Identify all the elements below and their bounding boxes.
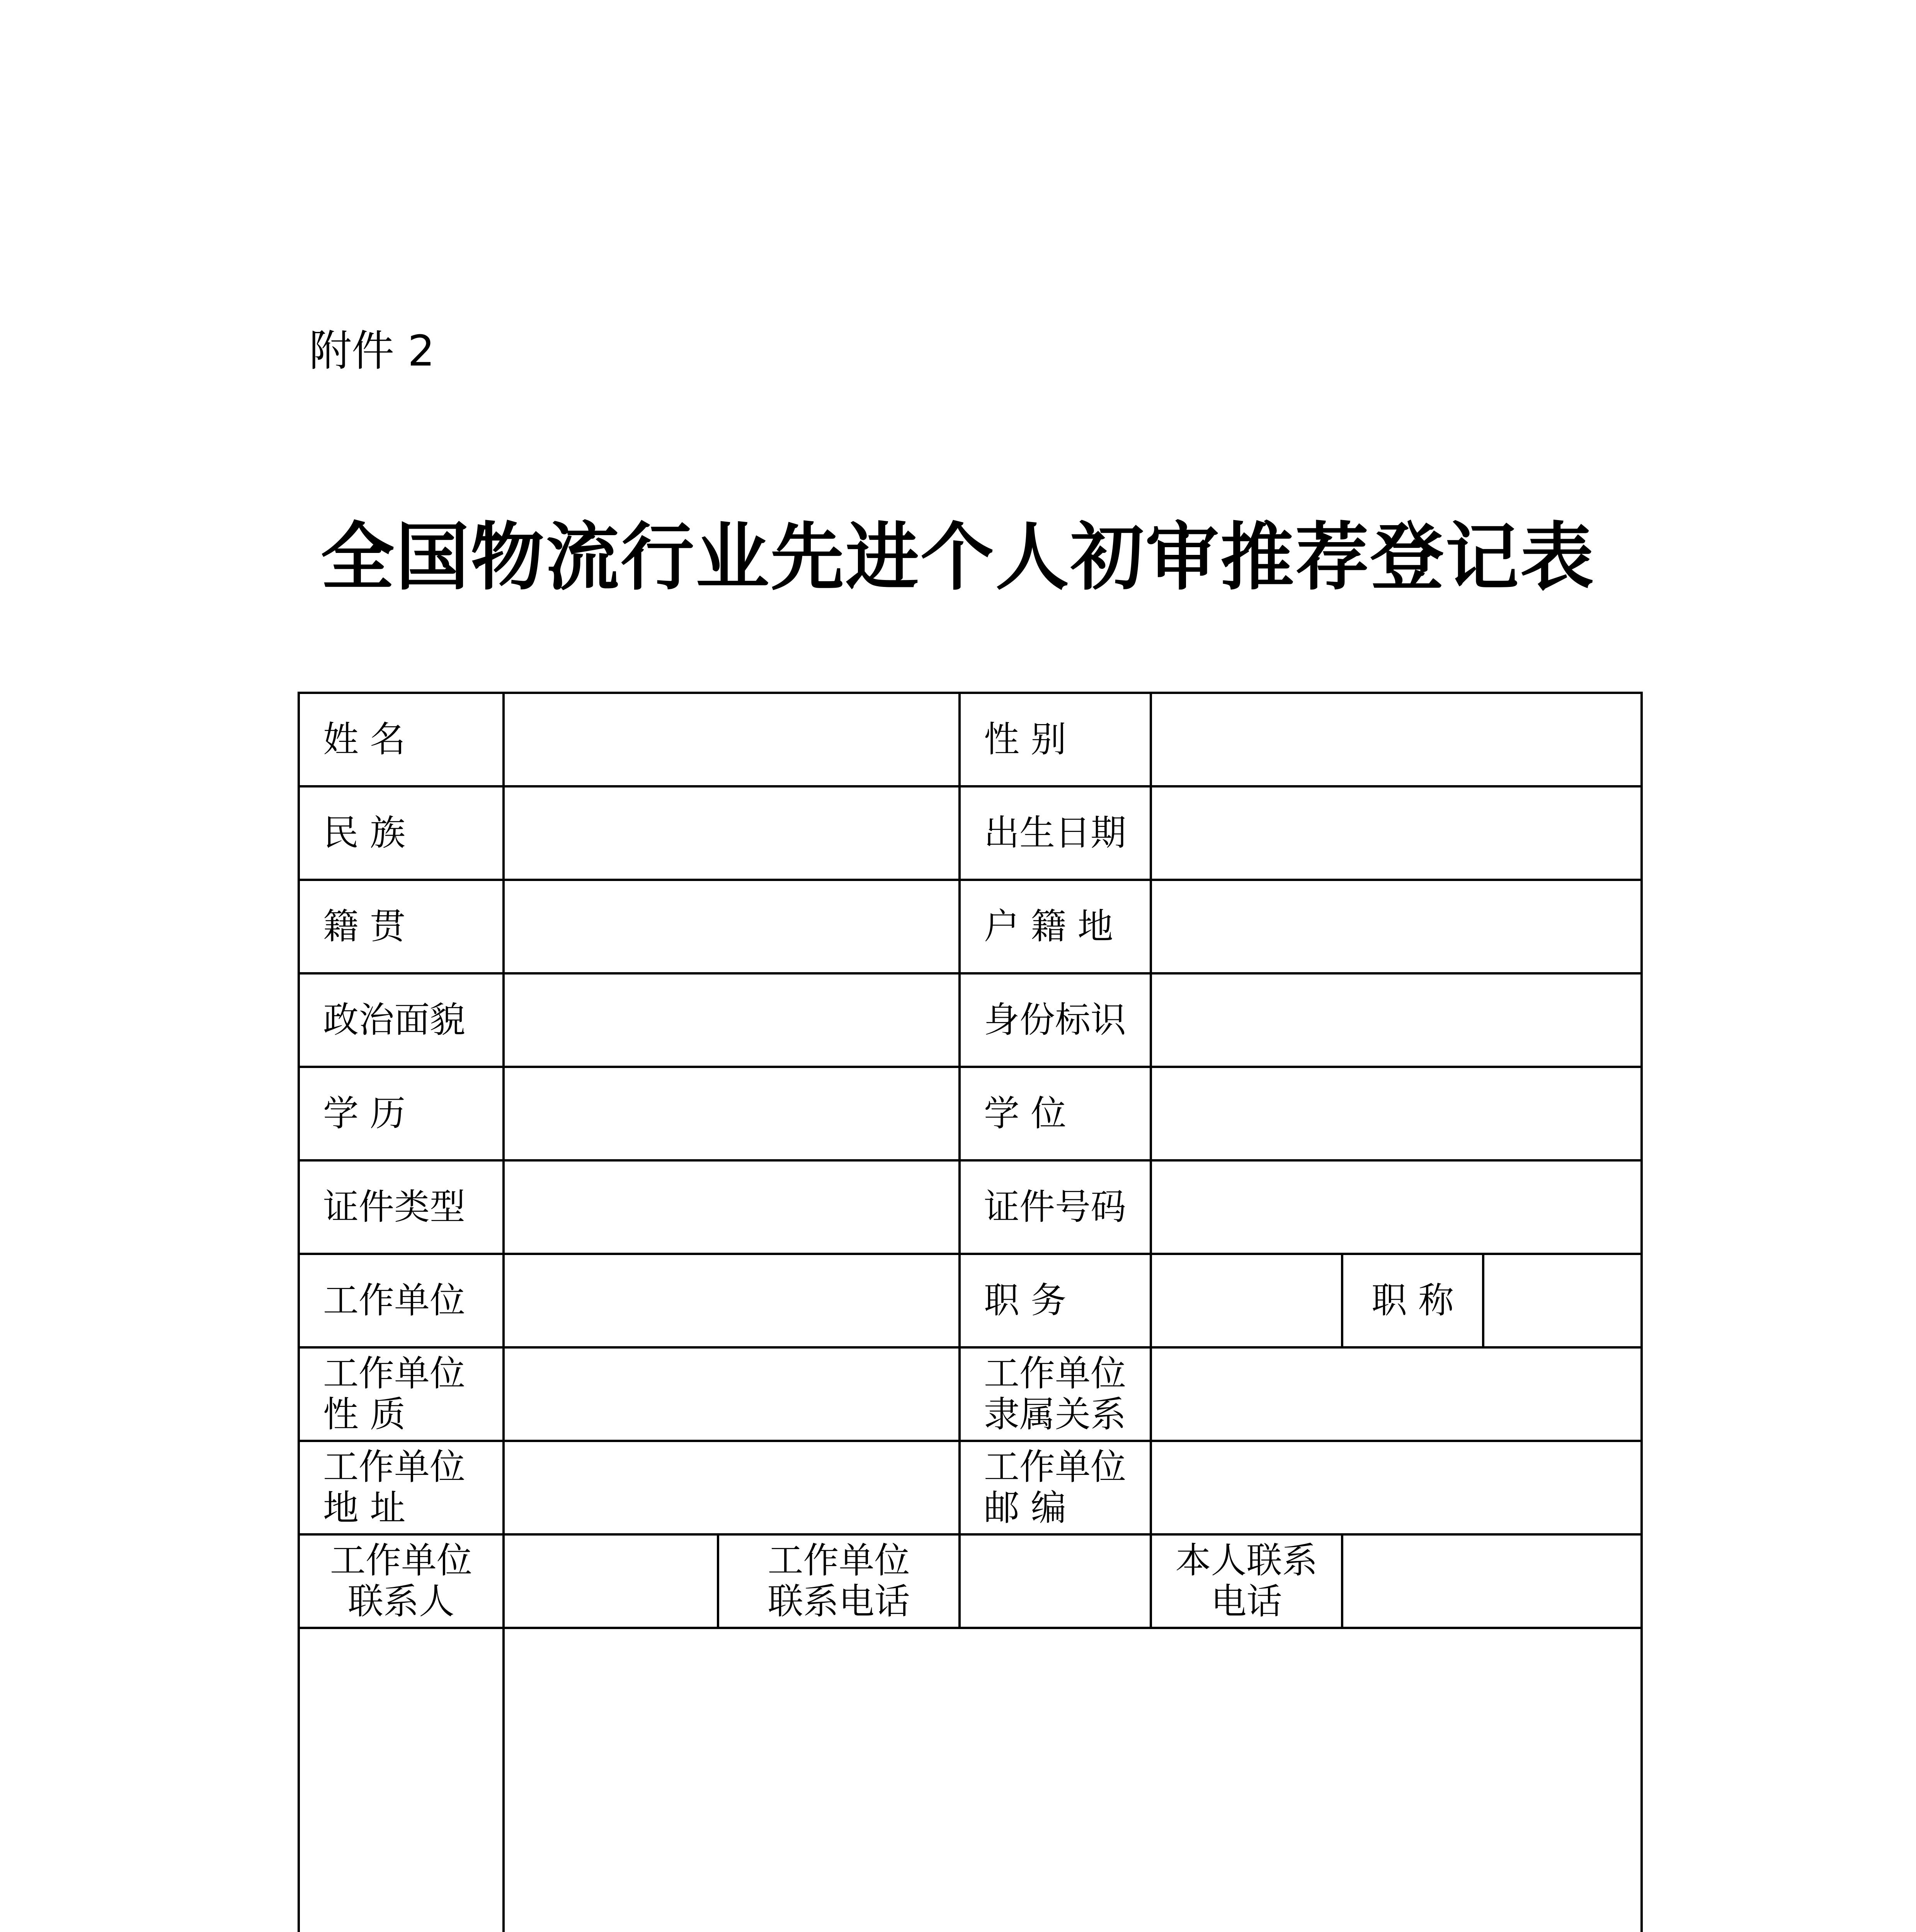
row-employer bbox=[299, 1254, 1642, 1347]
registration-form-table bbox=[298, 692, 1643, 1932]
name-field[interactable] bbox=[504, 693, 960, 786]
id-number-field[interactable] bbox=[1151, 1160, 1642, 1254]
row-education bbox=[299, 1067, 1642, 1160]
birthdate-label: 出生日期 bbox=[960, 786, 1151, 880]
education-field[interactable] bbox=[504, 1067, 960, 1160]
row-name bbox=[299, 693, 1642, 786]
title-field[interactable] bbox=[1483, 1254, 1642, 1347]
row-political-status bbox=[299, 973, 1642, 1067]
resume-label bbox=[299, 1628, 504, 1932]
political-status-label: 政治面貌 bbox=[299, 973, 504, 1067]
birthdate-field[interactable] bbox=[1151, 786, 1642, 880]
employer-nature-label: 工作单位 性 质 bbox=[299, 1347, 504, 1441]
native-place-field[interactable] bbox=[504, 880, 960, 973]
row-native-place bbox=[299, 880, 1642, 973]
row-resume bbox=[299, 1628, 1642, 1932]
title-label: 职 称 bbox=[1342, 1254, 1483, 1347]
document-title: 全国物流行业先进个人初审推荐登记表 bbox=[320, 515, 1595, 600]
native-place-label: 籍 贯 bbox=[299, 880, 504, 973]
name-label: 姓 名 bbox=[299, 693, 504, 786]
employer-address-field[interactable] bbox=[504, 1441, 960, 1534]
row-id-type bbox=[299, 1160, 1642, 1254]
political-status-field[interactable] bbox=[504, 973, 960, 1067]
position-label: 职 务 bbox=[960, 1254, 1151, 1347]
employer-address-label: 工作单位 地 址 bbox=[299, 1441, 504, 1534]
education-label: 学 历 bbox=[299, 1067, 504, 1160]
position-field[interactable] bbox=[1151, 1254, 1342, 1347]
identity-field[interactable] bbox=[1151, 973, 1642, 1067]
employer-field[interactable] bbox=[504, 1254, 960, 1347]
ethnicity-label: 民 族 bbox=[299, 786, 504, 880]
ethnicity-field[interactable] bbox=[504, 786, 960, 880]
id-type-field[interactable] bbox=[504, 1160, 960, 1254]
employer-label: 工作单位 bbox=[299, 1254, 504, 1347]
personal-phone-label: 本人联系 电话 bbox=[1151, 1534, 1342, 1628]
household-label: 户 籍 地 bbox=[960, 880, 1151, 973]
attachment-label: 附件 2 bbox=[309, 326, 435, 376]
identity-label: 身份标识 bbox=[960, 973, 1151, 1067]
resume-field[interactable] bbox=[504, 1628, 1642, 1932]
household-field[interactable] bbox=[1151, 880, 1642, 973]
row-employer-nature bbox=[299, 1347, 1642, 1441]
id-number-label: 证件号码 bbox=[960, 1160, 1151, 1254]
row-employer-address bbox=[299, 1441, 1642, 1534]
employer-phone-label: 工作单位 联系电话 bbox=[718, 1534, 960, 1628]
employer-postcode-label: 工作单位 邮 编 bbox=[960, 1441, 1151, 1534]
employer-phone-field[interactable] bbox=[960, 1534, 1151, 1628]
personal-phone-field[interactable] bbox=[1342, 1534, 1642, 1628]
employer-contact-field[interactable] bbox=[504, 1534, 718, 1628]
employer-nature-field[interactable] bbox=[504, 1347, 960, 1441]
employer-affiliation-field[interactable] bbox=[1151, 1347, 1642, 1441]
id-type-label: 证件类型 bbox=[299, 1160, 504, 1254]
gender-label: 性 别 bbox=[960, 693, 1151, 786]
employer-contact-label: 工作单位 联系人 bbox=[299, 1534, 504, 1628]
degree-label: 学 位 bbox=[960, 1067, 1151, 1160]
employer-postcode-field[interactable] bbox=[1151, 1441, 1642, 1534]
row-ethnicity bbox=[299, 786, 1642, 880]
gender-field[interactable] bbox=[1151, 693, 1642, 786]
employer-affiliation-label: 工作单位 隶属关系 bbox=[960, 1347, 1151, 1441]
degree-field[interactable] bbox=[1151, 1067, 1642, 1160]
row-contacts bbox=[299, 1534, 1642, 1628]
